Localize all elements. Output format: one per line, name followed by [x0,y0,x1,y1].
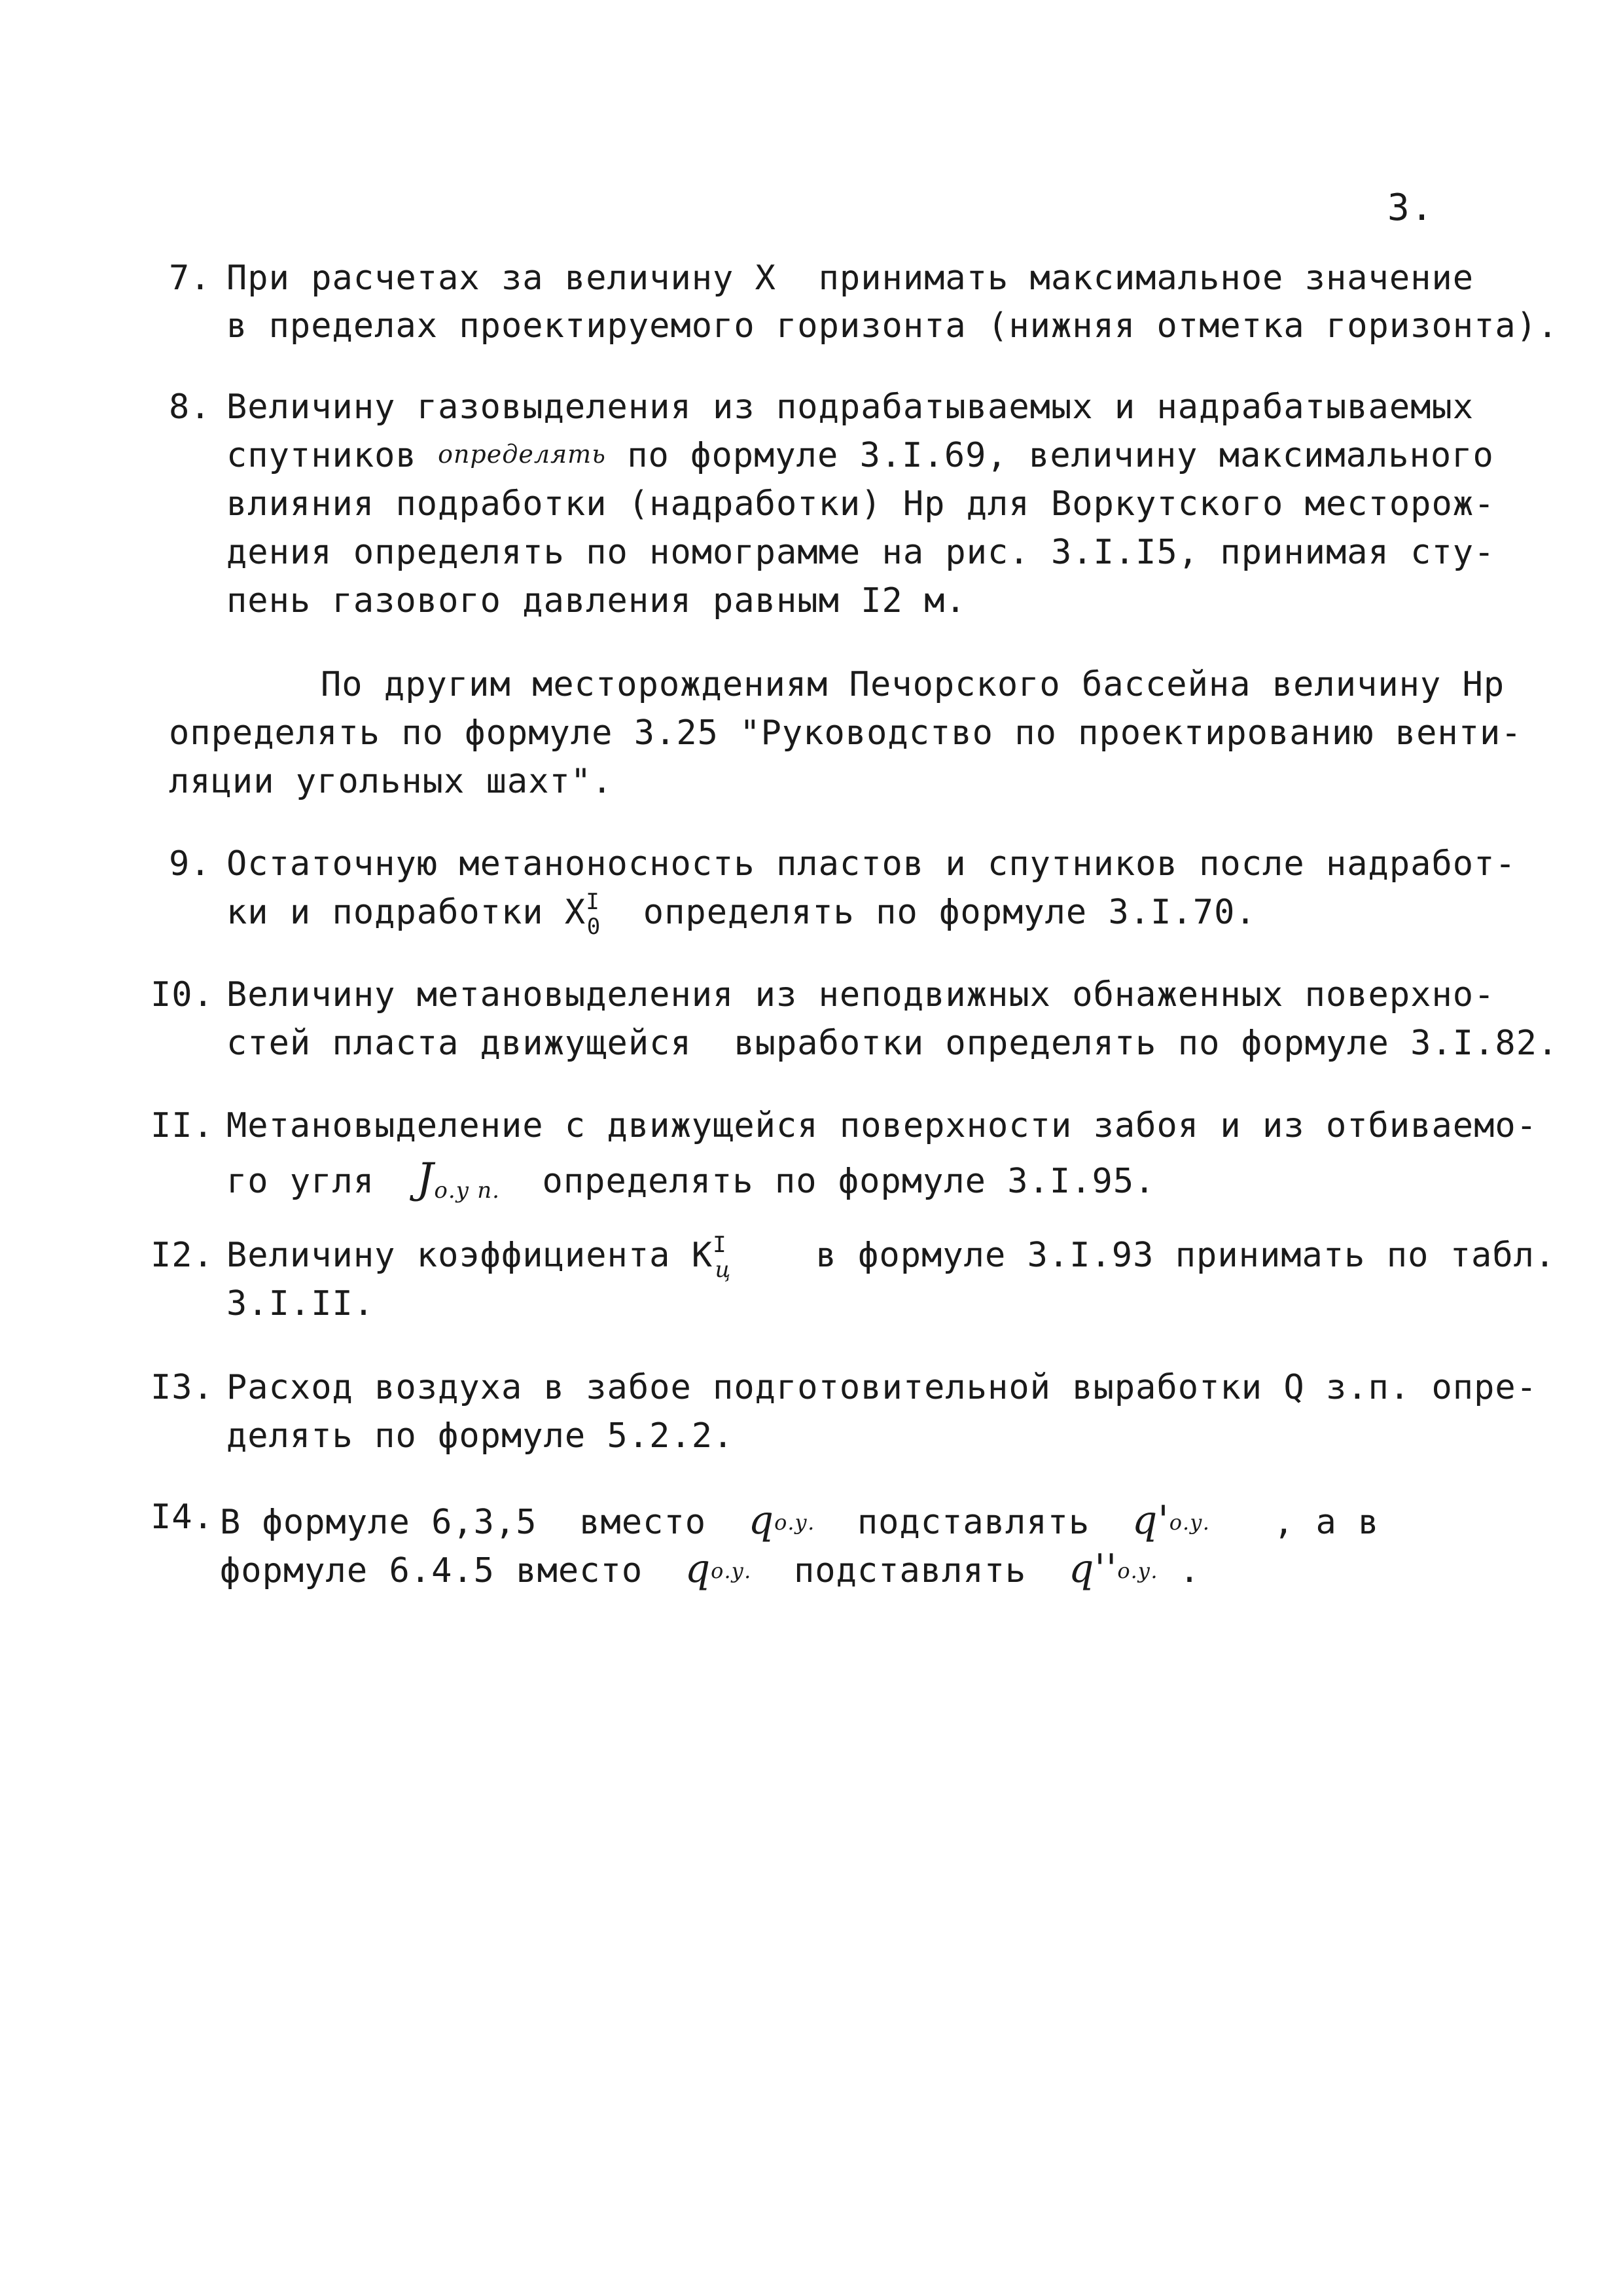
handwritten-subscript: о.у. [711,1558,752,1583]
text-segment: . [1158,1551,1201,1590]
item-marker: I0. [151,975,214,1014]
paragraph-line: По другим месторождениям Печорского бассейна величину Нр [321,665,1505,704]
item-text-line: Метановыделение с движущейся поверхности забоя и из отбиваемо- [226,1106,1538,1145]
item-text-line [226,1155,1155,1203]
text-segment: в формуле 3.I.93 принимать по табл. [731,1236,1556,1275]
item-marker: I3. [151,1368,214,1407]
superscript: I [713,1232,727,1258]
item-text-line: Расход воздуха в забое подготовительной выработки Q з.п. опре- [226,1368,1538,1407]
item-text-line: в пределах проектируемого горизонта (нижняя отметка горизонта). [226,306,1559,346]
handwritten-subscript: о.у п. [434,1177,500,1204]
item-marker: 7. [169,259,211,298]
text-segment: ки и подработки Х [226,893,586,932]
item-text-line: Величину газовыделения из подрабатываемых и надрабатываемых [226,387,1474,427]
item-marker: 9. [169,844,211,884]
text-segment: подставлять [751,1551,1069,1590]
text-segment: подставлять [815,1503,1132,1542]
superscript: I [586,889,600,915]
text-segment: спутников [226,436,438,475]
text-segment: Величину коэффициента К [226,1236,713,1275]
text-segment: определять по формуле 3.I.70. [601,893,1257,932]
handwritten-symbol: q'' [1068,1546,1118,1592]
item-text-line: При расчетах за величину Х принимать максимальное значение [226,259,1474,298]
item-marker: I4. [151,1498,214,1537]
item-text-line: Остаточную метаноносность пластов и спутников после надработ- [226,844,1516,884]
handwritten-symbol: J [416,1155,435,1203]
item-text-line [226,436,1494,475]
item-text-line: дения определять по номограмме на рис. 3.I.I5, принимая сту- [226,533,1495,572]
item-text-line: Величину метановыделения из неподвижных обнаженных поверхно- [226,975,1495,1014]
item-text-line: 3.I.II. [226,1284,375,1323]
item-marker: II. [151,1106,214,1145]
item-text-line: стей пласта движущейся выработки определять по формуле 3.I.82. [226,1024,1559,1063]
text-segment: формуле 6.4.5 вместо [220,1551,685,1590]
item-marker: 8. [169,387,211,427]
item-text-line [226,889,1257,940]
text-segment: В формуле 6,3,5 вместо [220,1503,749,1542]
handwritten-subscript: о.у. [774,1510,815,1535]
handwritten-symbol: q [685,1546,711,1592]
handwritten-symbol: q [748,1498,775,1543]
text-segment: по формуле 3.I.69, величину максимального [605,436,1494,475]
text-segment: определять по формуле 3.I.95. [499,1162,1156,1201]
item-text-line [220,1498,1379,1543]
paragraph-line: ляции угольных шахт". [169,762,613,801]
paragraph-line: определять по формуле 3.25 "Руководство по проектированию венти- [169,713,1522,753]
subscript: 0 [586,914,601,940]
item-text-line: влияния подработки (надработки) Нр для Воркутского месторож- [226,484,1495,524]
text-segment: го угля [226,1162,417,1201]
item-text-line [226,1232,1556,1283]
text-segment: , а в [1209,1503,1380,1542]
handwritten-word: определять [438,440,606,469]
item-marker: I2. [151,1236,214,1275]
item-text-line: делять по формуле 5.2.2. [226,1416,734,1456]
handwritten-subscript: о.у. [1117,1558,1158,1583]
subscript: ц [715,1257,732,1283]
handwritten-symbol: q' [1132,1498,1169,1543]
item-text-line [220,1546,1200,1592]
handwritten-subscript: о.у. [1169,1510,1210,1535]
item-text-line: пень газового давления равным I2 м. [226,581,967,620]
page-number: 3. [1387,187,1435,229]
